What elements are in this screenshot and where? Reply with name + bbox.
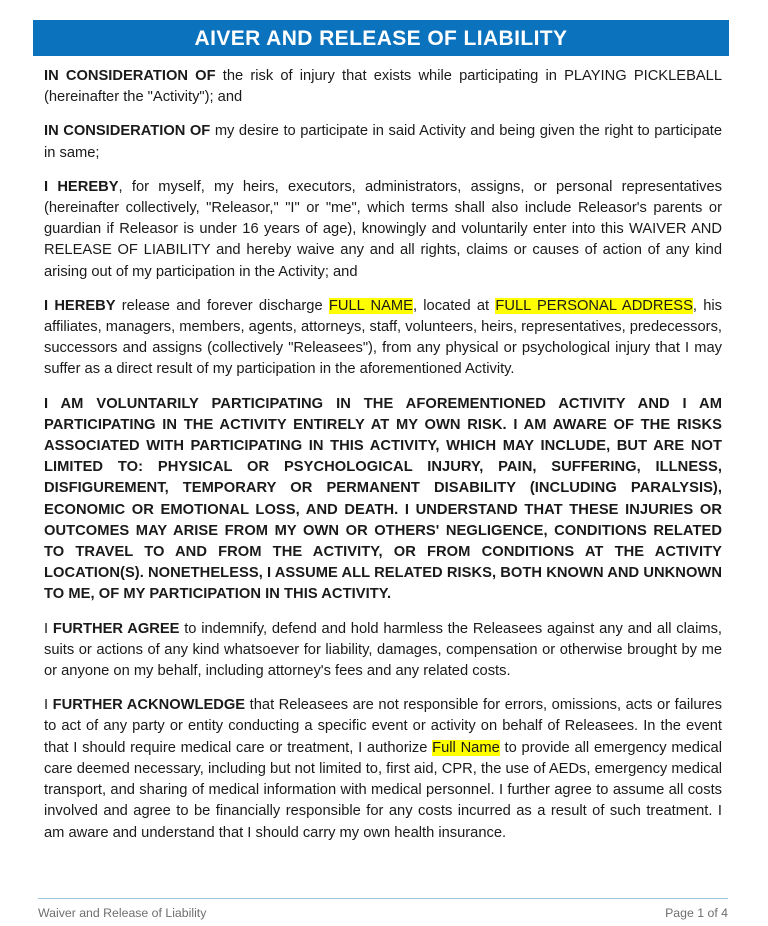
paragraph-consideration-1 [44,66,722,108]
paragraph-text: release and forever discharge [115,297,329,314]
paragraph-lead-in: I HEREBY [44,178,119,195]
footer-document-title: Waiver and Release of Liability [38,906,207,920]
paragraph-further-acknowledge [44,695,722,843]
paragraph-text: , for myself, my heirs, executors, administrators, assigns, or personal representatives (hereinafter collectively, "Releasor," "I" or "me", which terms shall also include Releasor's parents or guardian if Releasor is under 16 years of age), knowingly and voluntarily enter into this WAIVER AND RELEASE OF LIABILITY and hereby waive any and all rights, claims or causes of action of any kind arising out of my participation in the Activity; and [44,178,723,280]
paragraph-lead-in: I HEREBY [44,297,116,314]
paragraph-text: to indemnify, defend and hold harmless the Releasees against any and all claims, suits or actions of any kind whatsoever for liability, damages, compensation or otherwise brought by me or anyone on my behalf, including attorney's fees and any related costs. [44,620,722,680]
paragraph-lead-in: FURTHER AGREE [52,620,180,637]
paragraph-assumption-of-risk: I AM VOLUNTARILY PARTICIPATING IN THE AFOREMENTIONED ACTIVITY AND I AM PARTICIPATING IN THE ACTIVITY ENTIRELY AT MY OWN RISK. I AM AWARE OF THE RISKS ASSOCIATED WITH PARTICIPATING IN THIS ACTIVITY, WHICH MAY INCLUDE, BUT ARE NOT LIMITED TO: PHYSICAL OR PSYCHOLOGICAL INJURY, PAIN, SUFFERING, ILLNESS, DISFIGUREMENT, TEMPORARY OR PERMANENT DISABILITY (INCLUDING PARALYSIS), ECONOMIC OR EMOTIONAL LOSS, AND DEATH. I UNDERSTAND THAT THESE INJURIES OR OUTCOMES MAY ARISE FROM MY OWN OR OTHERS' NEGLIGENCE, CONDITIONS RELATED TO TRAVEL TO AND FROM THE ACTIVITY, OR FROM CONDITIONS AT THE ACTIVITY LOCATION(S). NONETHELESS, I ASSUME ALL RELATED RISKS, BOTH KNOWN AND UNKNOWN TO ME, OF MY PARTICIPATION IN THIS ACTIVITY. [44,395,722,603]
paragraph-consideration-2 [44,121,722,163]
paragraph-text: the risk of injury that exists while participating in PLAYING PICKLEBALL (hereinafter the "Activity"); and [44,68,722,106]
paragraph-prefix: I [44,620,53,637]
document-title-banner [33,20,729,56]
footer-divider [38,898,728,899]
paragraph-hereby-releasor [44,177,722,283]
footer-page-number: Page 1 of 4 [665,906,728,920]
document-title: AIVER AND RELEASE OF LIABILITY [194,26,568,50]
paragraph-text: that Releasees are not responsible for errors, omissions, acts or failures to act of any party or entity conducting a specific event or activity on behalf of Releasees. In the event that I should require medical care or treatment, I authorize [44,697,723,756]
paragraph-text: to provide all emergency medical care deemed necessary, including but not limited to, first aid, CPR, the use of AEDs, emergency medical transport, and sharing of medical information with medical personnel. I further agree to assume all costs involved and agree to be financially responsible for any costs incurred as a result of such treatment. I am aware and understand that I should carry my own health insurance. [44,739,722,841]
paragraph-text: , located at [412,297,496,314]
paragraph-lead-in: IN CONSIDERATION OF [44,68,216,84]
page-footer [38,898,728,919]
highlight-full-name-medical: Full Name [432,739,500,756]
paragraph-text: my desire to participate in said Activity and being given the right to participate in same; [44,123,722,161]
highlight-full-personal-address: FULL PERSONAL ADDRESS [495,297,693,314]
paragraph-lead-in: IN CONSIDERATION OF [44,123,211,140]
paragraph-text: , his affiliates, managers, members, agents, attorneys, staff, volunteers, heirs, representatives, predecessors, successors and assigns (collectively "Releasees"), from any physical or psychological injury that I may suffer as a direct result of my participation in the aforementioned Activity. [44,297,723,378]
paragraph-prefix: I [44,697,53,714]
paragraph-further-agree [44,619,722,683]
document-body [44,66,722,844]
highlight-full-name: FULL NAME [328,297,413,314]
paragraph-hereby-release [44,296,722,381]
footer-row [38,907,728,919]
paragraph-lead-in: FURTHER ACKNOWLEDGE [52,697,246,714]
